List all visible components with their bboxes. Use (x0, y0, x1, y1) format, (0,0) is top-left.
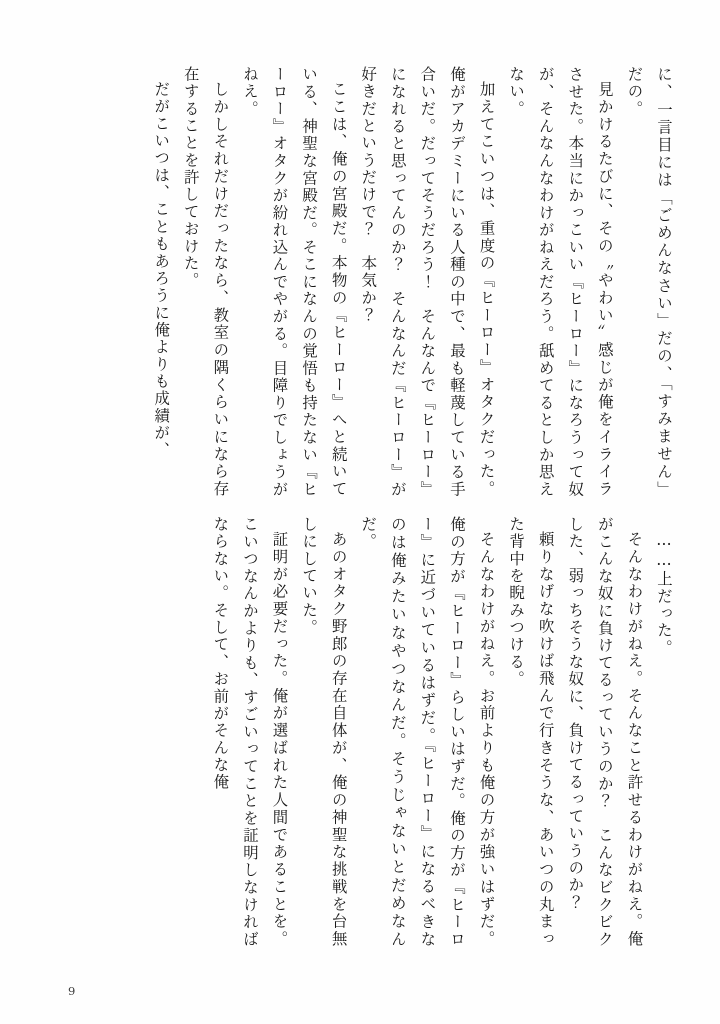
paragraph: 証明が必要だった。俺が選ばれた人間であることを。こいつなんかよりも、すごいってことを証明しなければならない。そして、お前がそんな俺 (211, 516, 289, 948)
paragraph: ……上だった。 (655, 531, 673, 657)
body-text-lower-section (56, 516, 678, 948)
paragraph: しかしそれだけだったなら、教室の隅くらいになら存在することを許しておけた。 (181, 66, 230, 498)
paragraph: 加えてこいつは、重度の『ヒーロー』オタクだった。俺がアカデミーにいる人種の中で、最も軽蔑している手合いだ。だってそうだろう！ そんなんで『ヒーロー』になれると思ってんのか？ そんなんだ『ヒーロー』が好きだというだけで？ 本気か？ (359, 66, 496, 498)
paragraph: そんなわけがねえ。お前よりも俺の方が強いはずだ。俺の方が『ヒーロー』らしいはずだ。俺の方が『ヒーロー』に近づいているはずだ。『ヒーロー』になるべきなのは俺みたいなやつなんだ。そうじゃないとだめなんだ。 (359, 516, 496, 948)
body-text-upper-section (56, 66, 678, 498)
paragraph: ここは、俺の宮殿だ。本物の『ヒーロー』へと続いている、神聖な宮殿だ。そこになんの覚悟も持たない『ヒーロー』オタクが紛れ込んでやがる。目障りでしょうがねえ。 (240, 66, 348, 498)
paragraph: 頼りなげな吹けば飛んで行きそうな、あいつの丸まった背中を睨みつける。 (507, 516, 555, 948)
page-number: 9 (68, 984, 76, 998)
paragraph: に、一言目には「ごめんなさい」だの、「すみません」だの。 (625, 66, 673, 498)
paragraph: あのオタク野郎の存在自体が、俺の神聖な挑戦を台無しにしていた。 (300, 516, 348, 948)
paragraph: 見かけるたびに、その〝やわい〟感じが俺をイライラさせた。本当にかっこいい『ヒーロー』になろうって奴が、そんなんなわけがねえだろう。舐めてるとしか思えない。 (507, 66, 614, 498)
paragraph: そんなわけがねえ。そんなこと許せるわけがねえ。俺がこんな奴に負けてるっていうのか？ こんなビクビクした、弱っちそうな奴に、負けてるっていうのか？ (566, 516, 644, 948)
paragraph: だがこいつは、こともあろうに俺よりも成績が、 (152, 81, 171, 460)
